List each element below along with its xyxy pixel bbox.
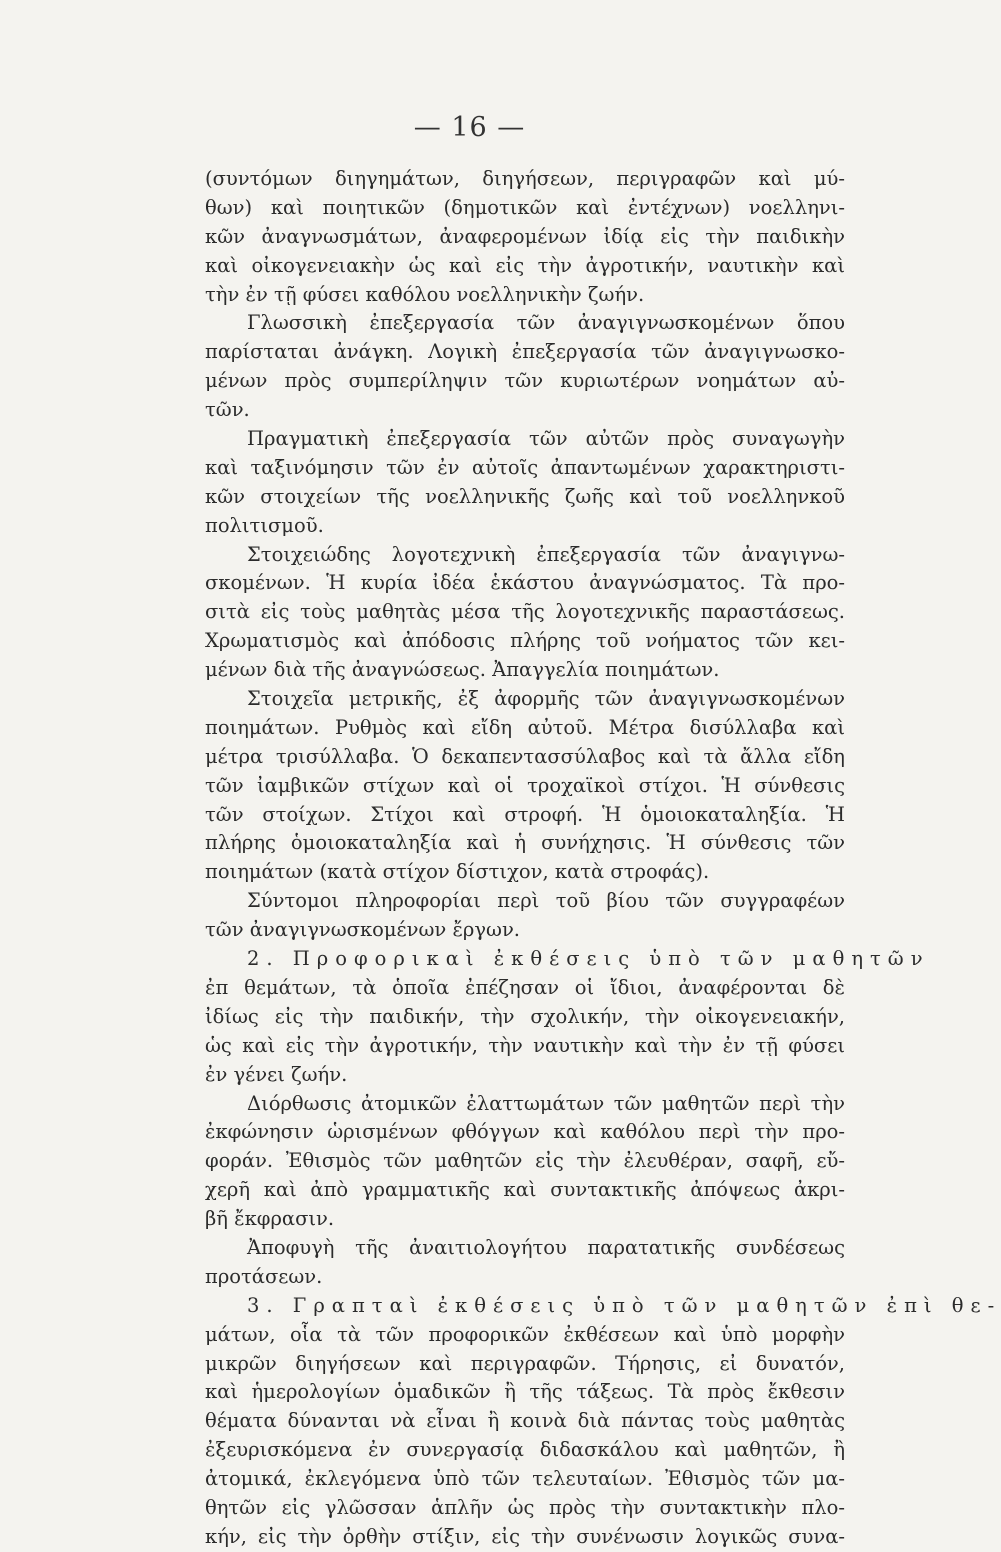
text-line: Διόρθωσις ἀτομικῶν ἐλαττωμάτων τῶν μαθητῶν περὶ τὴν — [247, 1091, 845, 1115]
text-line: 3. Γραπταὶ ἐκθέσεις ὑπὸ τῶν μαθητῶν ἐπὶ θε- — [247, 1293, 1001, 1317]
text-line: Χρωματισμὸς καὶ ἀπόδοσις πλήρης τοῦ νοήματος τῶν κει- — [205, 629, 845, 653]
text-line: σκομένων. Ἡ κυρία ἰδέα ἑκάστου ἀναγνώσματος. Τὰ προ- — [205, 571, 845, 595]
text-line: ἀτομικά, ἐκλεγόμενα ὑπὸ τῶν τελευταίων. Ἐθισμὸς τῶν μα- — [205, 1467, 845, 1491]
text-line: ἐκφώνησιν ὡρισμένων φθόγγων καὶ καθόλου περὶ τὴν προ- — [205, 1120, 845, 1144]
text-line: σιτὰ εἰς τοὺς μαθητὰς μέσα τῆς λογοτεχνικῆς παραστάσεως. — [205, 600, 845, 624]
text-line: θων) καὶ ποιητικῶν (δημοτικῶν καὶ ἐντέχνων) νοελληνι- — [205, 195, 845, 219]
text-line: ἐξευρισκόμενα ἐν συνεργασίᾳ διδασκάλου καὶ μαθητῶν, ἢ — [205, 1438, 845, 1462]
text-line: μένων πρὸς συμπερίληψιν τῶν κυριωτέρων νοημάτων αὐ- — [205, 369, 845, 393]
page-number: — 16 — — [413, 112, 526, 143]
text-line: τὴν ἐν τῇ φύσει καθόλου νοελληνικὴν ζωήν. — [205, 282, 645, 306]
text-line: Στοιχειώδης λογοτεχνικὴ ἐπεξεργασία τῶν ἀναγιγνω- — [247, 542, 845, 566]
text-line: τῶν ἰαμβικῶν στίχων καὶ οἱ τροχαϊκοὶ στίχοι. Ἡ σύνθεσις — [205, 773, 845, 797]
text-line: φοράν. Ἐθισμὸς τῶν μαθητῶν εἰς τὴν ἐλευθέραν, σαφῆ, εὔ- — [205, 1149, 845, 1173]
text-line: βῆ ἔκφρασιν. — [205, 1207, 335, 1231]
text-line: τῶν στοίχων. Στίχοι καὶ στροφή. Ἡ ὁμοιοκαταληξία. Ἡ — [205, 802, 845, 826]
text-line: τῶν. — [205, 398, 250, 422]
text-line: Πραγματικὴ ἐπεξεργασία τῶν αὐτῶν πρὸς συναγωγὴν — [247, 427, 845, 451]
text-line: ποιημάτων (κατὰ στίχον δίστιχον, κατὰ στροφάς). — [205, 860, 710, 884]
text-line: μάτων, οἷα τὰ τῶν προφορικῶν ἐκθέσεων καὶ ὑπὸ μορφὴν — [205, 1322, 845, 1346]
text-line: ποιημάτων. Ρυθμὸς καὶ εἴδη αὐτοῦ. Μέτρα δισύλλαβα καὶ — [205, 715, 845, 739]
text-line: παρίσταται ἀνάγκη. Λογικὴ ἐπεξεργασία τῶν ἀναγιγνωσκο- — [205, 340, 845, 364]
text-line: ἰδίως εἰς τὴν παιδικήν, τὴν σχολικήν, τὴν οἰκογενειακήν, — [205, 1004, 845, 1028]
text-line: προτάσεων. — [205, 1264, 323, 1288]
text-line: ὡς καὶ εἰς τὴν ἀγροτικήν, τὴν ναυτικὴν καὶ τὴν ἐν τῇ φύσει — [205, 1033, 845, 1057]
text-line: (συντόμων διηγημάτων, διηγήσεων, περιγραφῶν καὶ μύ- — [205, 167, 845, 190]
text-line: θέματα δύνανται νὰ εἶναι ἢ κοινὰ διὰ πάντας τοὺς μαθητὰς — [205, 1409, 845, 1433]
text-line: κῶν ἀναγνωσμάτων, ἀναφερομένων ἰδίᾳ εἰς τὴν παιδικὴν — [205, 224, 845, 248]
text-line: καὶ ἡμερολογίων ὁμαδικῶν ἢ τῆς τάξεως. Τὰ πρὸς ἔκθεσιν — [205, 1380, 845, 1404]
text-line: πολιτισμοῦ. — [205, 513, 324, 537]
text-line: καὶ ταξινόμησιν τῶν ἐν αὐτοῖς ἀπαντωμένων χαρακτηριστι- — [205, 455, 845, 479]
text-line: πλήρης ὁμοιοκαταληξία καὶ ἡ συνήχησις. Ἡ σύνθεσις τῶν — [205, 831, 845, 855]
text-line: Σύντομοι πληροφορίαι περὶ τοῦ βίου τῶν συγγραφέων — [247, 889, 845, 913]
text-line: Γλωσσικὴ ἐπεξεργασία τῶν ἀναγιγνωσκομένων ὅπου — [247, 311, 845, 335]
text-line: θητῶν εἰς γλῶσσαν ἁπλῆν ὡς πρὸς τὴν συντακτικὴν πλο- — [205, 1495, 845, 1519]
text-line: μέτρα τρισύλλαβα. Ὁ δεκαπεντασσύλαβος καὶ τὰ ἄλλα εἴδη — [205, 744, 845, 768]
text-line: μικρῶν διηγήσεων καὶ περιγραφῶν. Τήρησις, εἰ δυνατόν, — [205, 1351, 845, 1375]
text-line: 2. Προφορικαὶ ἐκθέσεις ὑπὸ τῶν μαθητῶν — [247, 947, 930, 971]
text-line: καὶ οἰκογενειακὴν ὡς καὶ εἰς τὴν ἀγροτικήν, ναυτικὴν καὶ — [205, 253, 845, 277]
text-line: Ἀποφυγὴ τῆς ἀναιτιολογήτου παρατατικῆς συνδέσεως — [247, 1235, 845, 1259]
text-line: μένων διὰ τῆς ἀναγνώσεως. Ἀπαγγελία ποιημάτων. — [205, 658, 720, 682]
text-line: κήν, εἰς τὴν ὀρθὴν στίξιν, εἰς τὴν συνένωσιν λογικῶς συνα- — [205, 1524, 845, 1548]
text-line: χερῆ καὶ ἀπὸ γραμματικῆς καὶ συντακτικῆς ἀπόψεως ἀκρι- — [205, 1178, 845, 1202]
text-line: κῶν στοιχείων τῆς νοελληνικῆς ζωῆς καὶ τοῦ νοελληνκοῦ — [205, 484, 845, 508]
text-line: ἐπ θεμάτων, τὰ ὁποῖα ἐπέζησαν οἱ ἴδιοι, ἀναφέρονται δὲ — [205, 975, 845, 999]
body-text — [205, 165, 1001, 1552]
text-line: τῶν ἀναγιγνωσκομένων ἔργων. — [205, 918, 520, 942]
text-line: ἐν γένει ζωήν. — [205, 1062, 348, 1086]
text-line: Στοιχεῖα μετρικῆς, ἐξ ἀφορμῆς τῶν ἀναγιγνωσκομένων — [247, 687, 845, 711]
